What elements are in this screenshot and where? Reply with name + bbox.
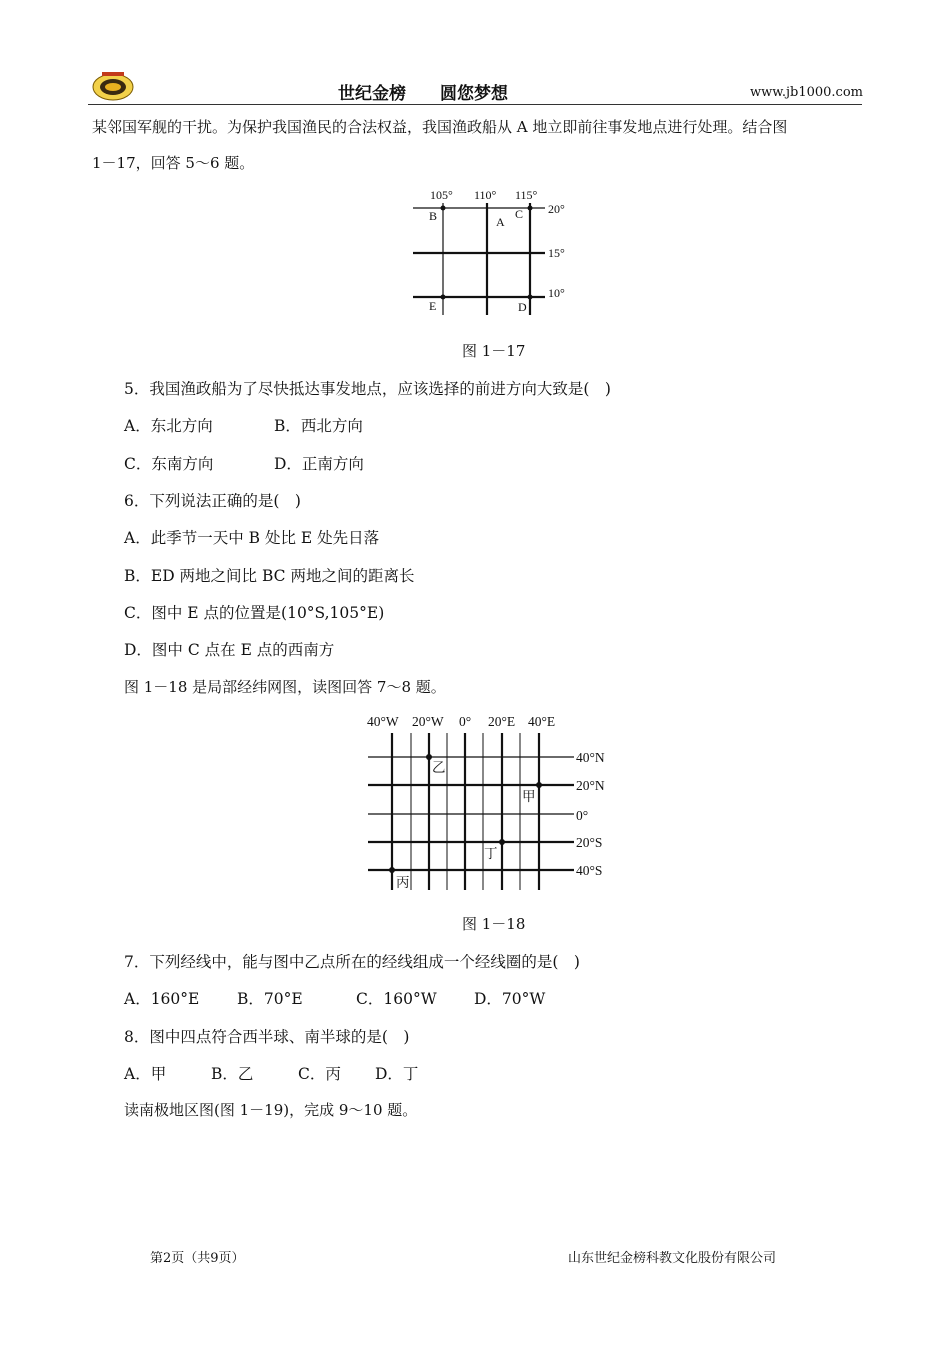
lon-label-105: 105° [430, 188, 453, 202]
header-title: 世纪金榜 圆您梦想 [338, 84, 508, 104]
lat-label-0: 0° [576, 808, 589, 823]
q5-option-d: D．正南方向 [274, 455, 364, 473]
q7-option-a: A．160°E [124, 990, 200, 1008]
q8-option-d: D．丁 [375, 1065, 419, 1083]
lat-label-10: 10° [548, 286, 565, 300]
intro-line-1: 某邻国军舰的干扰。为保护我国渔民的合法权益，我国渔政船从 A 地立即前往事发地点进行处理。结合图 [92, 118, 788, 136]
point-e [441, 295, 446, 300]
lat-label-20s: 20°S [576, 835, 603, 850]
q5-option-c: C．东南方向 [124, 455, 214, 473]
lat-label-20: 20° [548, 202, 565, 216]
footer-page: 第2页（共9页） [150, 1251, 245, 1266]
point-label-jia: 甲 [522, 789, 536, 804]
lat-label-15: 15° [548, 246, 565, 260]
q7-stem: 7．下列经线中，能与图中乙点所在的经线组成一个经线圈的是( ) [124, 953, 580, 971]
point-label-e: E [429, 299, 437, 313]
point-bing [389, 867, 395, 873]
header-url[interactable]: www.jb1000.com [750, 85, 863, 100]
q8-stem: 8．图中四点符合西半球、南半球的是( ) [124, 1028, 410, 1046]
logo-icon [90, 70, 136, 106]
q5-option-a: A．东北方向 [124, 417, 213, 435]
lon-label-20e: 20°E [488, 714, 516, 729]
point-d [528, 295, 533, 300]
lat-label-40s: 40°S [576, 863, 603, 878]
figure-1-17-caption: 图 1－17 [462, 342, 526, 360]
q8-option-a: A．甲 [124, 1065, 167, 1083]
figure-1-18-caption: 图 1－18 [462, 915, 526, 933]
q6-option-a: A．此季节一天中 B 处比 E 处先日落 [124, 529, 380, 547]
q6-option-b: B．ED 两地之间比 BC 两地之间的距离长 [124, 567, 415, 585]
q8-option-c: C．丙 [298, 1065, 341, 1083]
point-jia [536, 782, 542, 788]
q7-option-d: D．70°W [474, 990, 546, 1008]
q6-option-d: D．图中 C 点在 E 点的西南方 [124, 641, 335, 659]
q7-option-b: B．70°E [237, 990, 303, 1008]
intro-line-2: 1－17，回答 5～6 题。 [92, 154, 255, 172]
lon-label-20w: 20°W [412, 714, 444, 729]
lat-label-20n: 20°N [576, 778, 605, 793]
q7-option-c: C．160°W [356, 990, 437, 1008]
lon-label-40w: 40°W [367, 714, 399, 729]
point-c [528, 206, 533, 211]
lon-label-0: 0° [459, 714, 472, 729]
figure-1-17 [405, 185, 590, 320]
point-ding [499, 839, 505, 845]
lon-label-110: 110° [474, 188, 497, 202]
intro-2: 图 1－18 是局部经纬网图，读图回答 7～8 题。 [124, 678, 446, 696]
point-label-d: D [518, 300, 527, 314]
point-label-yi: 乙 [432, 760, 446, 775]
q5-option-b: B．西北方向 [274, 417, 363, 435]
q6-option-c: C．图中 E 点的位置是(10°S,105°E) [124, 604, 385, 622]
lat-label-40n: 40°N [576, 750, 605, 765]
point-label-bing: 丙 [396, 875, 410, 890]
footer-company: 山东世纪金榜科教文化股份有限公司 [568, 1251, 777, 1266]
q5-stem: 5．我国渔政船为了尽快抵达事发地点，应该选择的前进方向大致是( ) [124, 380, 611, 398]
lon-label-40e: 40°E [528, 714, 556, 729]
point-b [441, 206, 446, 211]
intro-3: 读南极地区图(图 1－19)，完成 9～10 题。 [124, 1101, 418, 1119]
point-label-b: B [429, 209, 438, 223]
point-label-c: C [515, 207, 524, 221]
point-label-ding: 丁 [484, 846, 498, 861]
point-label-a: A [496, 215, 505, 229]
q8-option-b: B．乙 [211, 1065, 254, 1083]
header-rule [88, 104, 862, 105]
q6-stem: 6．下列说法正确的是( ) [124, 492, 301, 510]
figure-1-18 [362, 708, 620, 894]
lon-label-115: 115° [515, 188, 538, 202]
